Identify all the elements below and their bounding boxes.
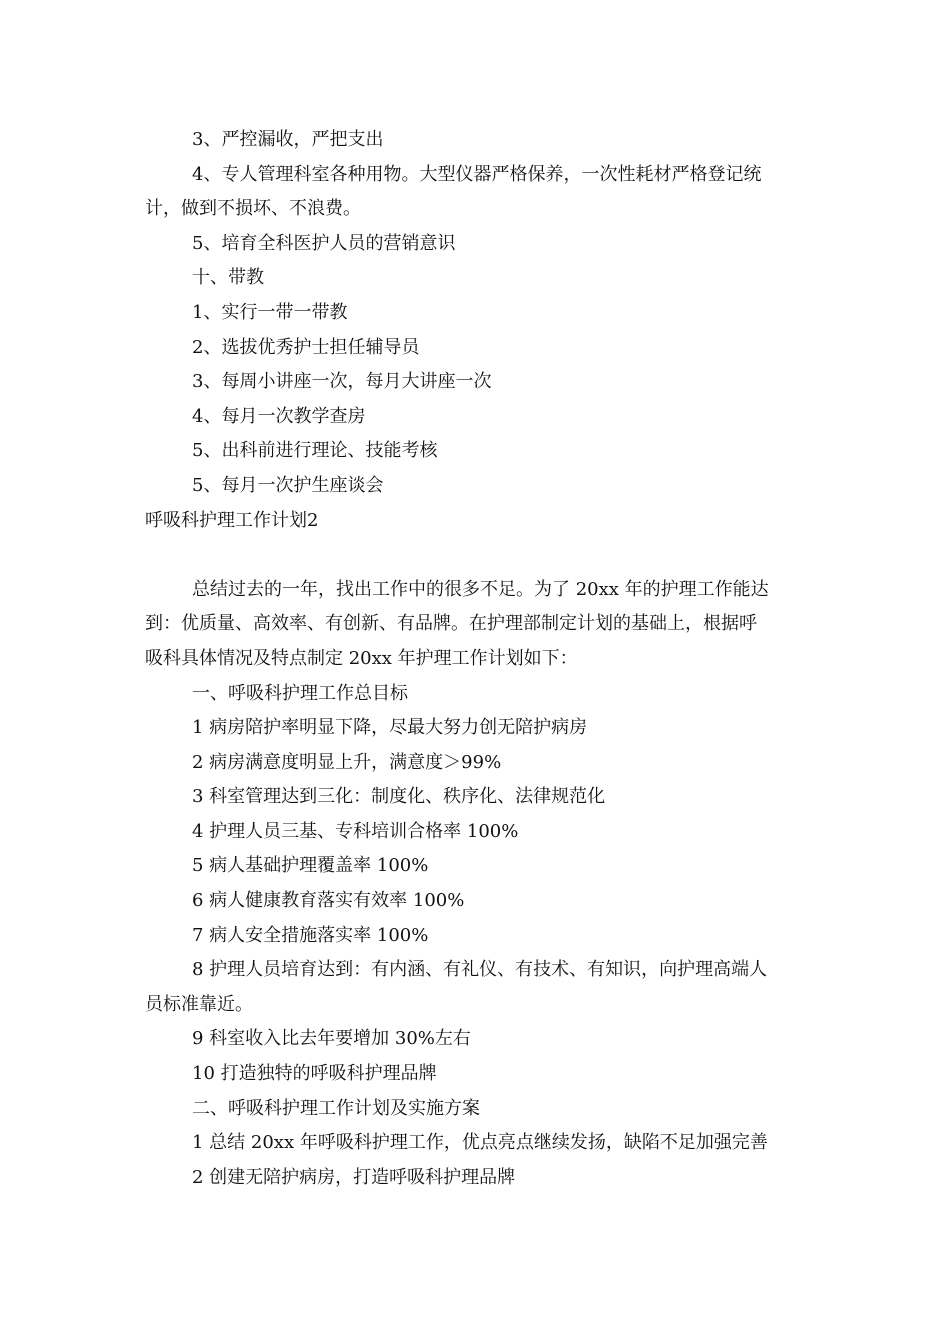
text-line: 5、培育全科医护人员的营销意识 [192,232,456,254]
list-item: 1 总结 20xx 年呼吸科护理工作，优点亮点继续发扬，缺陷不足加强完善 [192,1132,768,1154]
list-item: 10 打造独特的呼吸科护理品牌 [192,1063,437,1085]
text-line: 5、每月一次护生座谈会 [192,474,384,496]
text-line: 2、选拔优秀护士担任辅导员 [192,336,420,358]
text-line: 4、专人管理科室各种用物。大型仪器严格保养，一次性耗材严格登记统 [192,163,762,185]
list-item: 6 病人健康教育落实有效率 100% [192,890,465,912]
paragraph-line: 吸科具体情况及特点制定 20xx 年护理工作计划如下： [145,647,578,669]
list-item: 7 病人安全措施落实率 100% [192,924,429,946]
text-line: 4、每月一次教学查房 [192,405,366,427]
document-title: 呼吸科护理工作计划2 [145,509,319,531]
text-line: 3、每周小讲座一次，每月大讲座一次 [192,371,492,393]
list-item: 8 护理人员培育达到：有内涵、有礼仪、有技术、有知识，向护理高端人 [192,959,768,981]
document-body [145,123,810,1195]
section-heading: 一、呼吸科护理工作总目标 [192,682,408,704]
text-line: 5、出科前进行理论、技能考核 [192,440,438,462]
list-item: 2 创建无陪护病房，打造呼吸科护理品牌 [192,1166,516,1188]
section-heading: 二、呼吸科护理工作计划及实施方案 [192,1097,480,1119]
spacer [145,538,810,573]
list-item: 3 科室管理达到三化：制度化、秩序化、法律规范化 [192,786,606,808]
text-line: 计，做到不损坏、不浪费。 [145,198,361,220]
list-item: 4 护理人员三基、专科培训合格率 100% [192,820,519,842]
section-heading: 十、带教 [192,267,264,289]
list-item: 1 病房陪护率明显下降，尽最大努力创无陪护病房 [192,717,588,739]
list-item: 9 科室收入比去年要增加 30%左右 [192,1028,471,1050]
paragraph-line: 到：优质量、高效率、有创新、有品牌。在护理部制定计划的基础上，根据呼 [145,613,757,635]
list-item-continuation: 员标准靠近。 [145,993,253,1015]
list-item: 2 病房满意度明显上升，满意度＞99% [192,751,502,773]
paragraph-line: 总结过去的一年，找出工作中的很多不足。为了 20xx 年的护理工作能达 [192,578,769,600]
text-line: 1、实行一带一带教 [192,301,348,323]
list-item: 5 病人基础护理覆盖率 100% [192,855,429,877]
text-line: 3、严控漏收，严把支出 [192,129,384,150]
